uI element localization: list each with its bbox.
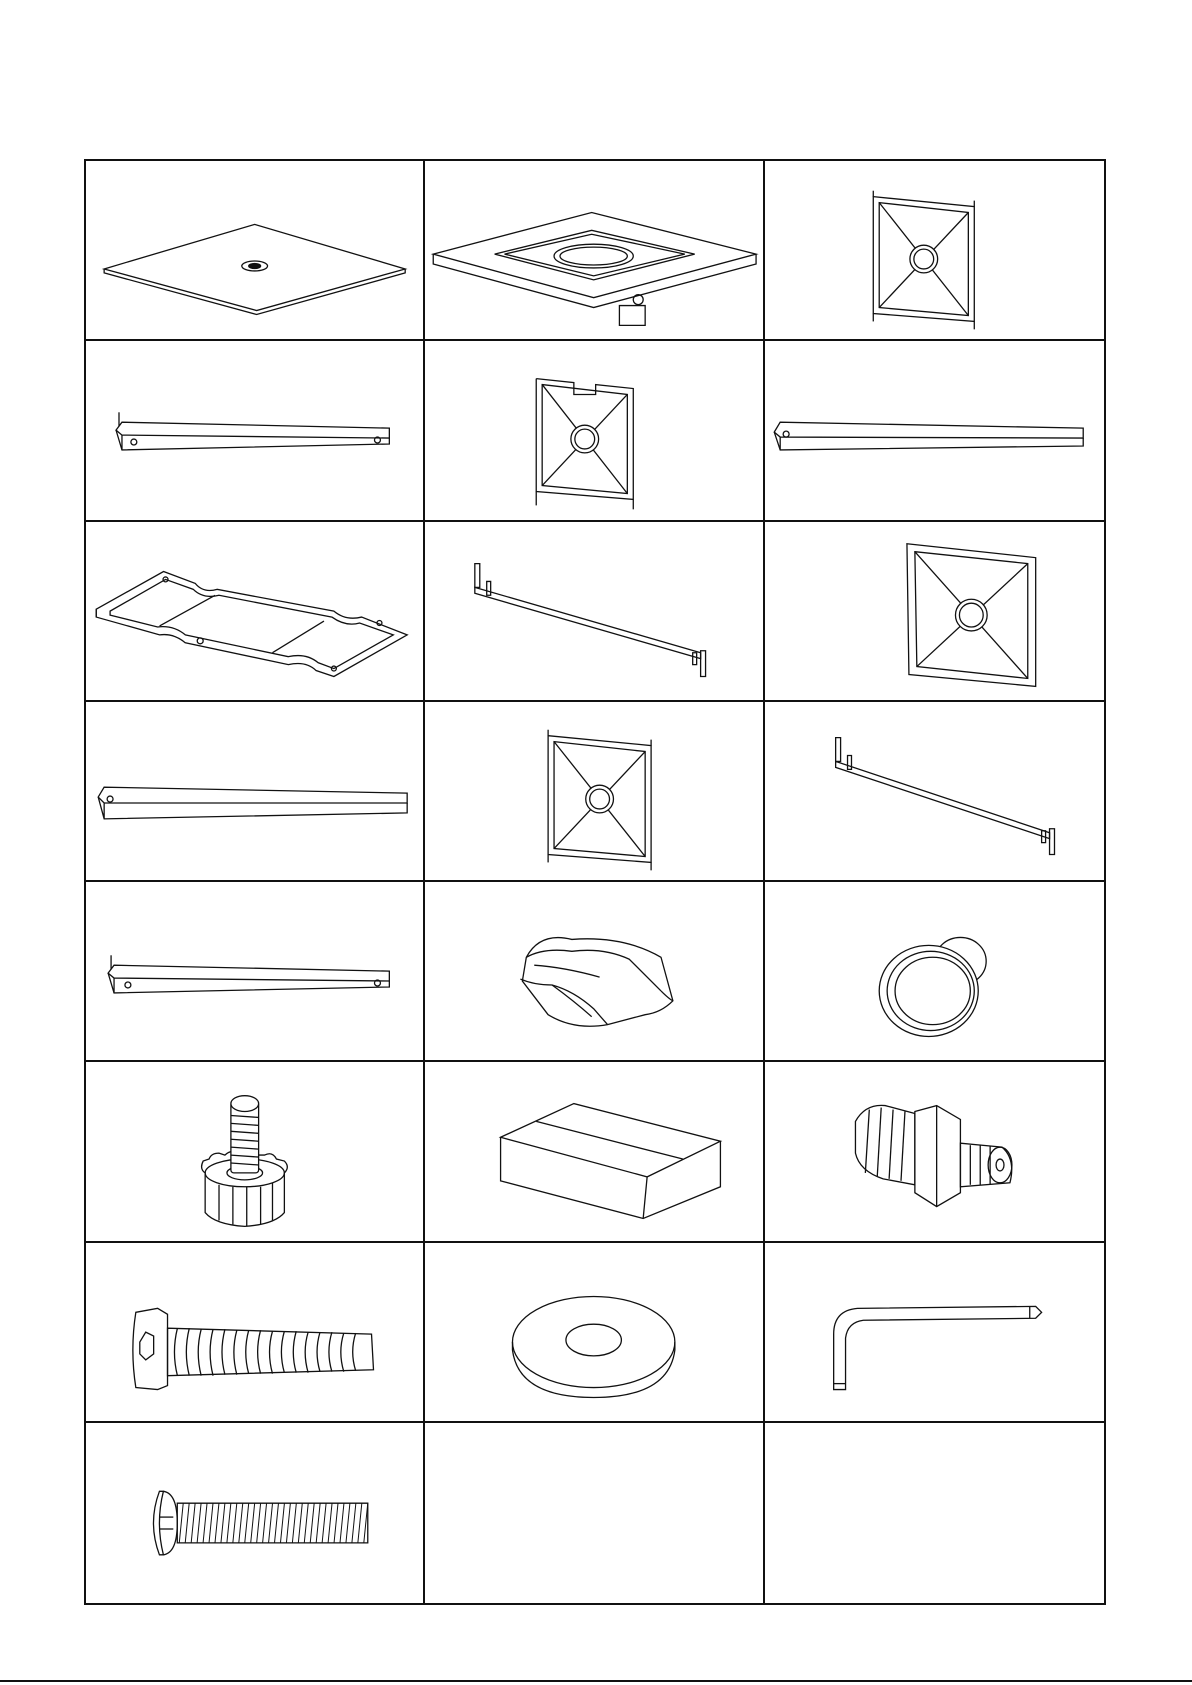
notched-x-brace-panel-icon [425, 341, 762, 519]
parts-cell [86, 1423, 425, 1603]
burner-tray-frame-icon [425, 161, 762, 339]
table-top-panel-icon [86, 161, 423, 339]
x-brace-panel-icon [425, 702, 762, 880]
allen-key-icon [765, 1243, 1104, 1421]
hex-socket-bolt-icon [86, 1243, 423, 1421]
short-leg-tube-icon [86, 882, 423, 1060]
base-tray-frame-icon [86, 522, 423, 700]
cover-bag-icon [425, 882, 762, 1060]
empty-parts-cell [425, 1423, 764, 1603]
fire-glass-box-icon [425, 1062, 762, 1240]
long-square-tube-icon [86, 702, 423, 880]
parts-cell [765, 882, 1104, 1062]
hose-fitting-icon [765, 1062, 1104, 1240]
parts-cell [86, 1062, 425, 1242]
x-brace-panel-icon [765, 161, 1104, 339]
short-leg-tube-icon [86, 341, 423, 519]
parts-cell [86, 341, 425, 521]
parts-cell [765, 522, 1104, 702]
parts-cell [425, 1243, 764, 1423]
parts-cell [86, 882, 425, 1062]
parts-cell [425, 522, 764, 702]
parts-cell [765, 161, 1104, 341]
bottom-rule [0, 1680, 1192, 1682]
parts-cell [765, 702, 1104, 882]
leveling-foot-icon [86, 1062, 423, 1240]
screw-icon [86, 1423, 423, 1603]
solid-x-panel-icon [765, 522, 1104, 700]
parts-cell [765, 1243, 1104, 1423]
parts-cell [86, 702, 425, 882]
parts-cell [86, 522, 425, 702]
parts-cell [425, 702, 764, 882]
parts-cell [765, 341, 1104, 521]
parts-grid [84, 159, 1106, 1605]
parts-cell [86, 161, 425, 341]
flat-washer-icon [425, 1243, 762, 1421]
diagonal-support-rod-icon [765, 702, 1104, 880]
parts-cell [425, 882, 764, 1062]
parts-cell [765, 1062, 1104, 1242]
parts-cell [425, 341, 764, 521]
parts-cell [425, 1062, 764, 1242]
empty-parts-cell [765, 1423, 1104, 1603]
control-knob-icon [765, 882, 1104, 1060]
long-square-tube-icon [765, 341, 1104, 519]
parts-cell [425, 161, 764, 341]
parts-cell [86, 1243, 425, 1423]
diagonal-support-rod-icon [425, 522, 762, 700]
